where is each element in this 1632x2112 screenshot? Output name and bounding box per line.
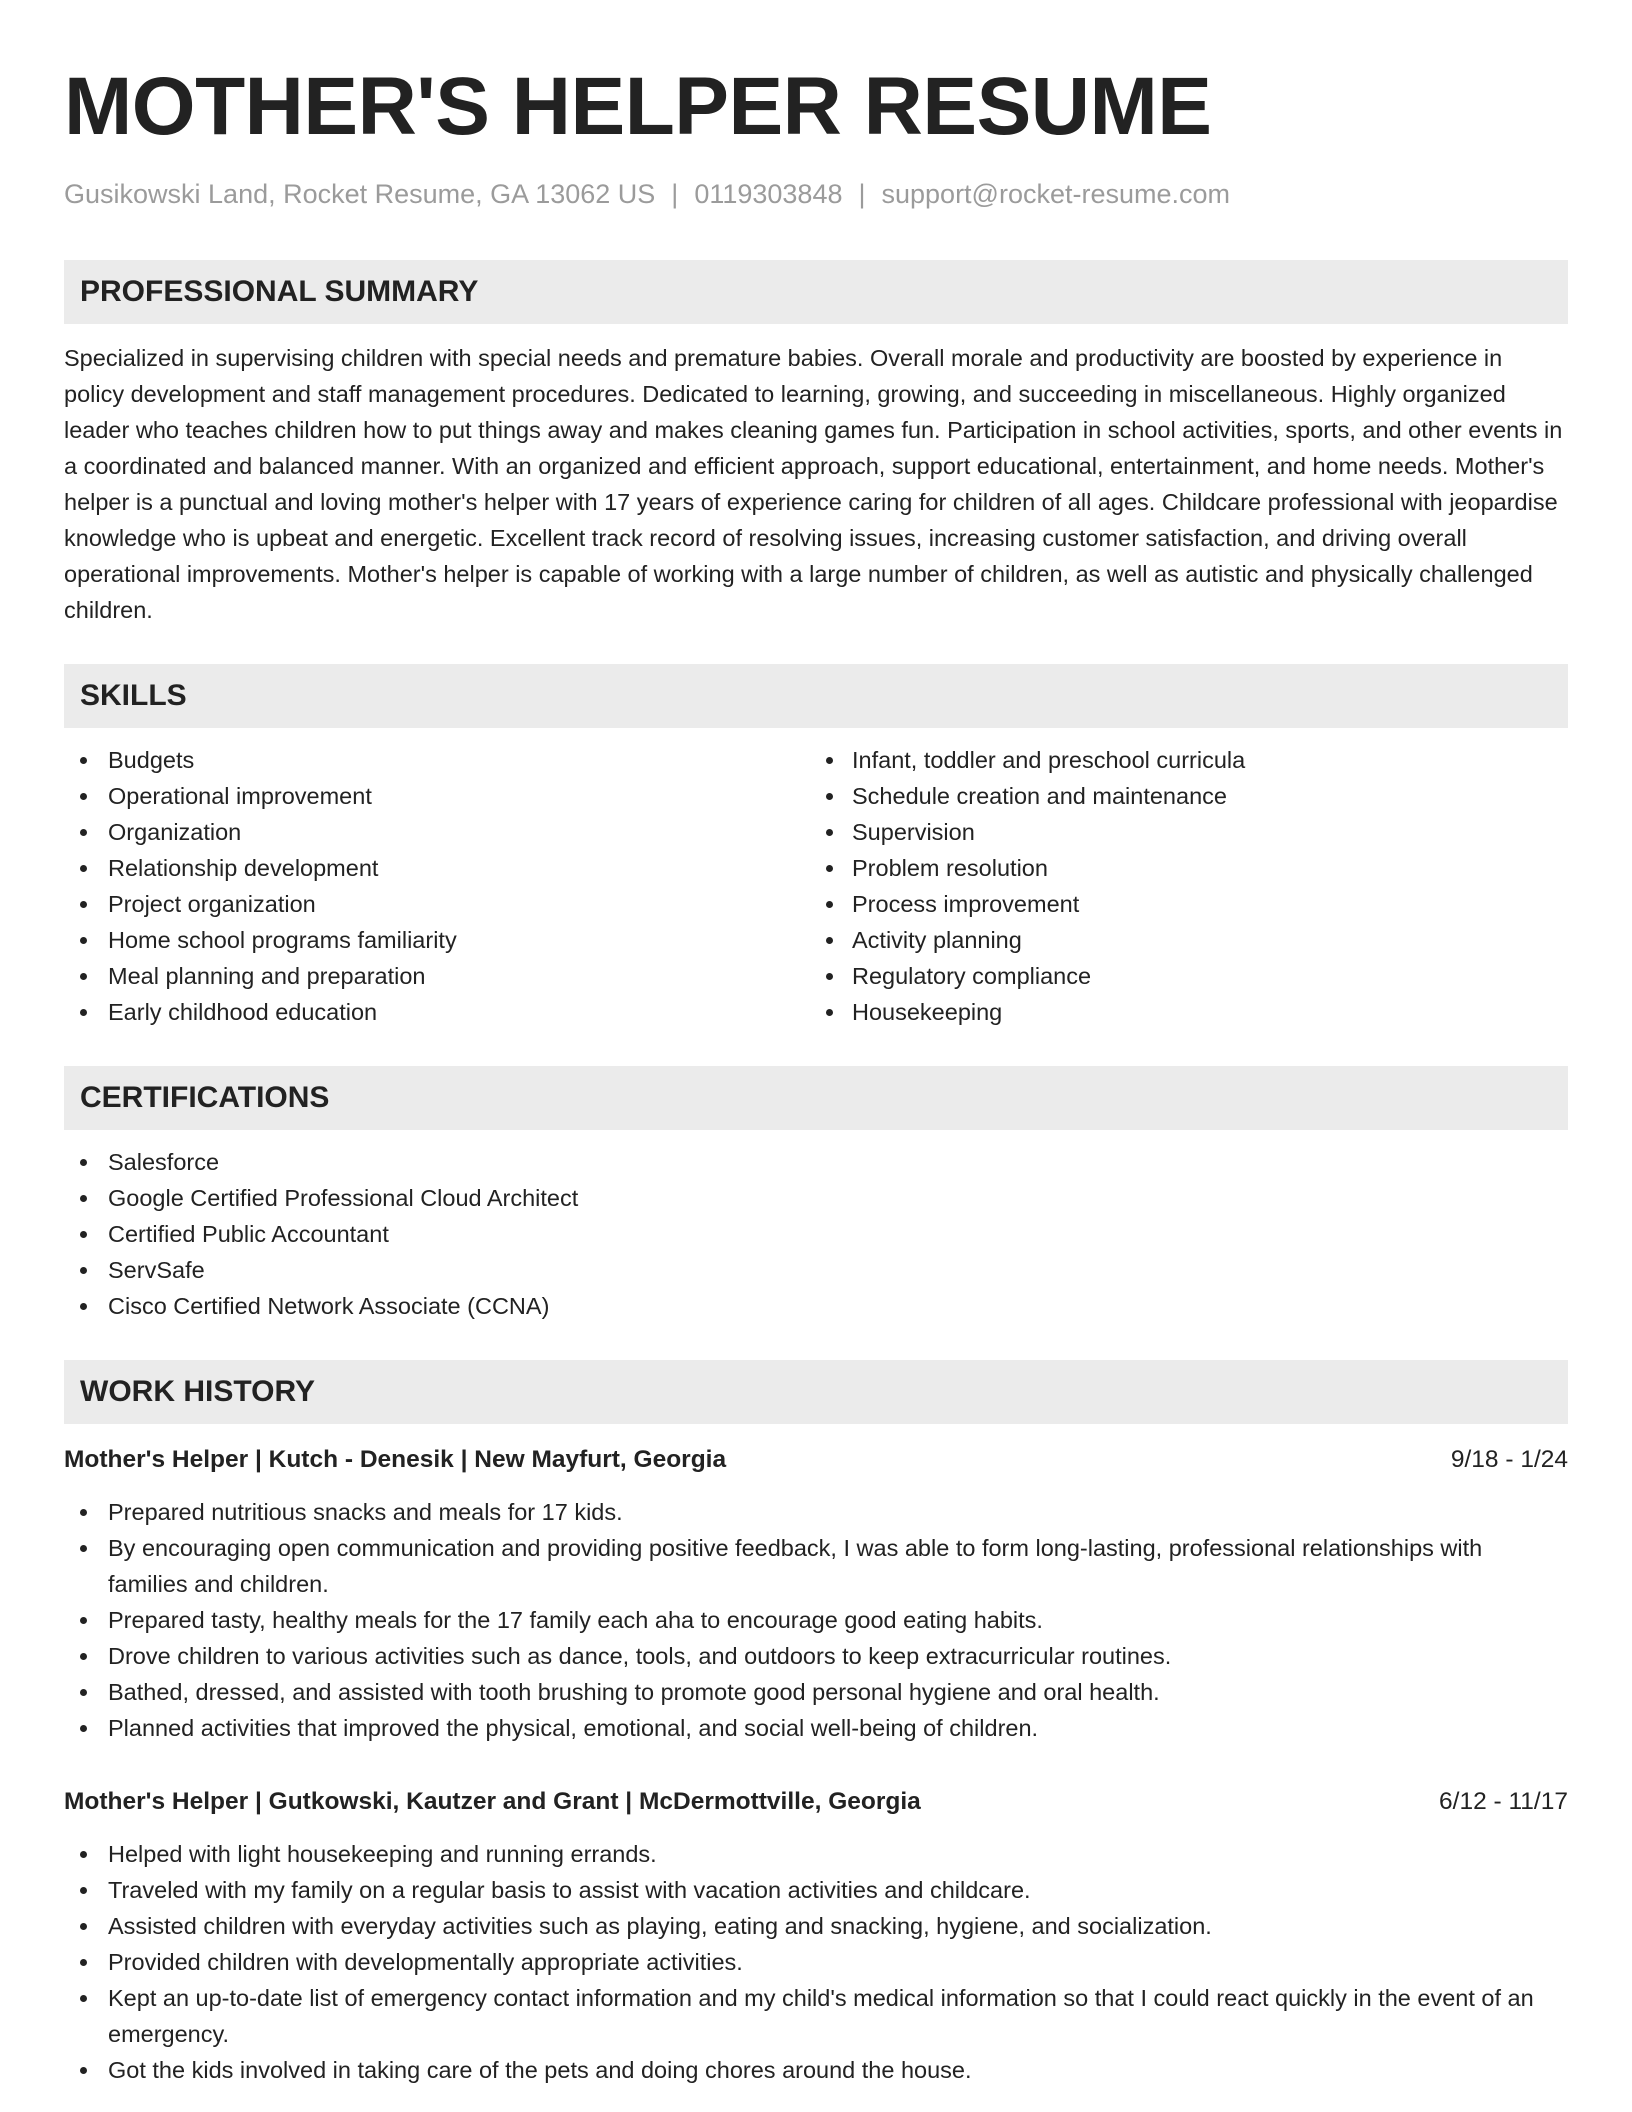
section-header-certifications: CERTIFICATIONS: [64, 1066, 1568, 1130]
contact-phone: 0119303848: [694, 179, 843, 209]
certification-item: Google Certified Professional Cloud Architect: [64, 1180, 1568, 1216]
certification-item: Cisco Certified Network Associate (CCNA): [64, 1288, 1568, 1324]
job-title: Mother's Helper | Kutch - Denesik | New Mayfurt, Georgia: [64, 1446, 727, 1474]
job-duty-item: Planned activities that improved the physical, emotional, and social well-being of children.: [64, 1710, 1568, 1746]
job-duty-item: Assisted children with everyday activities such as playing, eating and snacking, hygiene, and socialization.: [64, 1908, 1568, 1944]
job-title: Mother's Helper | Gutkowski, Kautzer and Grant | McDermottville, Georgia: [64, 1788, 921, 1816]
job-duty-item: Got the kids involved in taking care of the pets and doing chores around the house.: [64, 2052, 1568, 2088]
skill-item: Supervision: [816, 814, 1568, 850]
contact-separator: |: [858, 179, 866, 209]
skill-item: Budgets: [64, 742, 816, 778]
job-duty-item: Prepared nutritious snacks and meals for 17 kids.: [64, 1494, 1568, 1530]
section-header-skills: SKILLS: [64, 664, 1568, 728]
contact-separator: |: [671, 179, 679, 209]
job-duty-item: Provided children with developmentally appropriate activities.: [64, 1944, 1568, 1980]
skill-item: Early childhood education: [64, 994, 816, 1030]
job-header: [64, 1442, 1568, 1478]
skill-item: Relationship development: [64, 850, 816, 886]
job-dates: 6/12 - 11/17: [1439, 1788, 1568, 1816]
skill-item: Meal planning and preparation: [64, 958, 816, 994]
contact-line: [64, 178, 1568, 210]
certifications-list: [64, 1144, 1568, 1324]
job-duty-item: By encouraging open communication and providing positive feedback, I was able to form long-lasting, professional relationships with families and children.: [64, 1530, 1568, 1602]
job-duties-list: [64, 1494, 1568, 1746]
skill-item: Infant, toddler and preschool curricula: [816, 742, 1568, 778]
job-duty-item: Traveled with my family on a regular basis to assist with vacation activities and childcare.: [64, 1872, 1568, 1908]
skill-item: Schedule creation and maintenance: [816, 778, 1568, 814]
job-duty-item: Kept an up-to-date list of emergency contact information and my child's medical information so that I could react quickly in the event of an emergency.: [64, 1980, 1568, 2052]
skill-item: Activity planning: [816, 922, 1568, 958]
job-duty-item: Bathed, dressed, and assisted with tooth brushing to promote good personal hygiene and oral health.: [64, 1674, 1568, 1710]
skill-item: Process improvement: [816, 886, 1568, 922]
skill-item: Operational improvement: [64, 778, 816, 814]
job-duties-list: [64, 1836, 1568, 2088]
skill-item: Problem resolution: [816, 850, 1568, 886]
job-header: [64, 1784, 1568, 1820]
section-header-work-history: WORK HISTORY: [64, 1360, 1568, 1424]
skill-item: Housekeeping: [816, 994, 1568, 1030]
summary-text: Specialized in supervising children with special needs and premature babies. Overall morale and productivity are boosted by experience in policy development and staff management procedures. Dedicated to learning, growing, and succeeding in miscellaneous. Highly organized leader who teaches children how to put things away and makes cleaning games fun. Participation in school activities, sports, and other events in a coordinated and balanced manner. With an organized and efficient approach, support educational, entertainment, and home needs. Mother's helper is a punctual and loving mother's helper with 17 years of experience caring for children of all ages. Childcare professional with jeopardise knowledge who is upbeat and energetic. Excellent track record of resolving issues, increasing customer satisfaction, and driving overall operational improvements. Mother's helper is capable of working with a large number of children, as well as autistic and physically challenged children.: [64, 345, 1563, 624]
skills-grid: [64, 742, 1568, 1030]
certification-item: ServSafe: [64, 1252, 1568, 1288]
job-duty-item: Helped with light housekeeping and running errands.: [64, 1836, 1568, 1872]
skill-item: Organization: [64, 814, 816, 850]
certification-item: Certified Public Accountant: [64, 1216, 1568, 1252]
job-entry: [64, 1442, 1568, 1746]
contact-email: support@rocket-resume.com: [881, 179, 1231, 209]
job-entry: [64, 1784, 1568, 2088]
job-duty-item: Prepared tasty, healthy meals for the 17 family each aha to encourage good eating habits.: [64, 1602, 1568, 1638]
section-header-summary: PROFESSIONAL SUMMARY: [64, 260, 1568, 324]
contact-address: Gusikowski Land, Rocket Resume, GA 13062 US: [64, 179, 656, 209]
resume-title: MOTHER'S HELPER RESUME: [64, 61, 1212, 152]
job-duty-item: Drove children to various activities such as dance, tools, and outdoors to keep extracurricular routines.: [64, 1638, 1568, 1674]
skill-item: Regulatory compliance: [816, 958, 1568, 994]
skill-item: Project organization: [64, 886, 816, 922]
certification-item: Salesforce: [64, 1144, 1568, 1180]
skills-list-left: [64, 742, 816, 1030]
skills-list-right: [816, 742, 1568, 1030]
skill-item: Home school programs familiarity: [64, 922, 816, 958]
job-dates: 9/18 - 1/24: [1450, 1446, 1568, 1474]
